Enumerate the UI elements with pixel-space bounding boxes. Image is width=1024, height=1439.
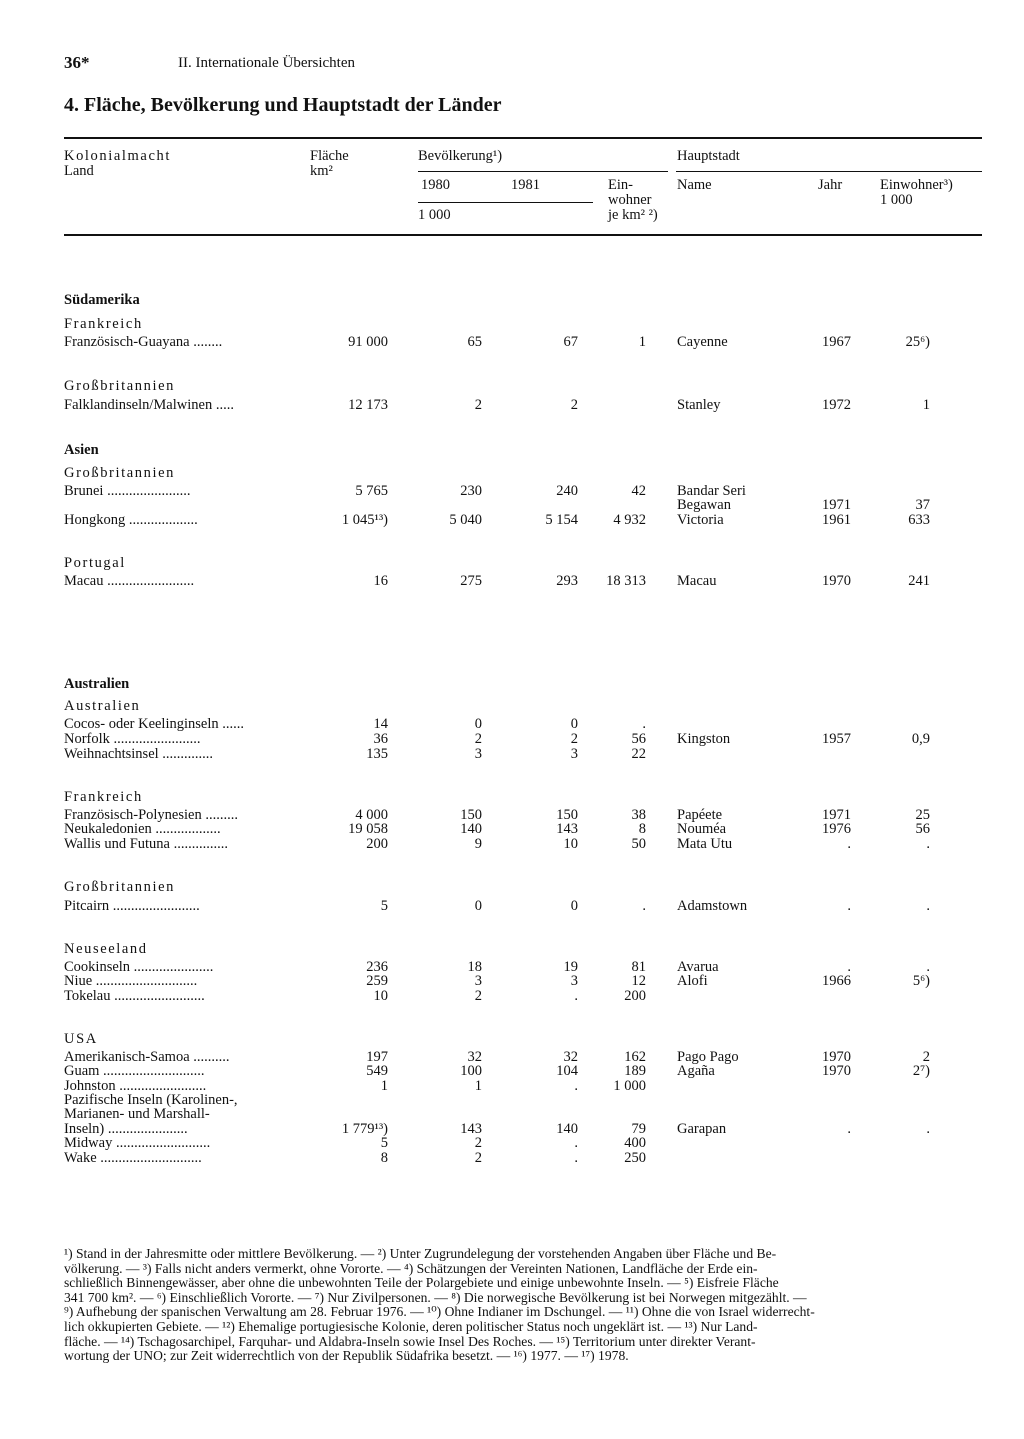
cell-land: Weihnachtsinsel .............. [64,747,214,762]
cell-name: Papéete [677,807,723,823]
cell-dichte: . [642,716,646,732]
cell-b1980: 2 [474,1150,482,1166]
colonial-power-heading: Großbritannien [64,378,175,394]
cell-dichte: 1 000 [613,1078,646,1094]
cell-jahr: 1971 [822,807,851,823]
cell-dichte: 200 [624,988,646,1004]
cell-jahr: 1971 [822,497,851,513]
cell-b1981: 104 [556,1063,578,1079]
cell-dichte: 79 [631,1121,646,1137]
cell-name: Alofi [677,973,708,989]
cell-name: Avarua [677,959,719,975]
cell-flaeche: 236 [366,959,388,975]
cell-flaeche: 91 000 [348,334,388,350]
col-header-name: Name [677,177,712,193]
cell-b1980: 143 [460,1121,482,1137]
cell-flaeche: 36 [373,731,388,747]
cell-land: Niue ............................ [64,974,198,989]
cell-land: Cocos- oder Keelinginseln ...... [64,717,245,732]
colonial-power-heading: Portugal [64,555,126,571]
colonial-power-heading: USA [64,1031,98,1047]
cell-einw: . [926,959,930,975]
footnote-line: lich okkupierten Gebiete. — ¹²) Ehemalige portugiesische Kolonie, deren politischer Status noch ungeklärt ist. — ¹³) Nur Land- [64,1319,758,1334]
cell-dichte: 250 [624,1150,646,1166]
cell-land: Französisch-Guayana ........ [64,335,223,350]
cell-dichte: 22 [631,746,646,762]
col-header-flaeche-unit: km² [310,163,333,179]
cell-flaeche: 10 [373,988,388,1004]
cell-einw: 56 [915,821,930,837]
cell-land: Midway .......................... [64,1136,211,1151]
cell-b1980: 65 [467,334,482,350]
cell-einw: 241 [908,573,930,589]
cell-dichte: 18 313 [606,573,646,589]
col-header-1981: 1981 [511,177,540,193]
cell-einw: . [926,898,930,914]
cell-name: Agaña [677,1063,715,1079]
cell-flaeche: 5 [380,898,388,914]
col-header-hauptstadt: Hauptstadt [677,148,740,164]
cell-land: Amerikanisch-Samoa .......... [64,1050,230,1065]
cell-einw: 25 [915,807,930,823]
cell-flaeche: 19 058 [348,821,388,837]
cell-b1981: 2 [570,731,578,747]
cell-flaeche: 5 765 [355,483,388,499]
col-header-einw-1: Ein- [608,177,633,193]
col-header-flaeche: Fläche [310,148,349,164]
cell-land: Marianen- und Marshall- [64,1107,210,1122]
cell-name: Pago Pago [677,1049,739,1065]
cell-jahr: 1966 [822,973,851,989]
cell-einw: . [926,836,930,852]
col-header-land: Land [64,163,94,179]
cell-land: Französisch-Polynesien ......... [64,808,238,823]
cell-jahr: 1961 [822,512,851,528]
cell-name: Bandar Seri [677,483,746,499]
cell-jahr: 1976 [822,821,851,837]
cell-name: Cayenne [677,334,728,350]
cell-name: Victoria [677,512,724,528]
cell-b1980: 150 [460,807,482,823]
colonial-power-heading: Großbritannien [64,879,175,895]
cell-land: Cookinseln ...................... [64,960,214,975]
footnote-line: ⁹) Aufhebung der spanischen Verwaltung am 28. Februar 1976. — ¹⁰) Ohne Indianer im Dschungel. — ¹¹) Ohne die von Israel widerrecht- [64,1304,815,1320]
cell-land: Inseln) ...................... [64,1122,188,1137]
cell-einw: 2⁷) [912,1063,930,1079]
cell-name: Nouméa [677,821,727,837]
cell-land: Pitcairn ........................ [64,899,200,914]
cell-b1980: 0 [474,716,482,732]
cell-name: Garapan [677,1121,727,1137]
cell-b1981: 3 [570,973,578,989]
cell-einw: 2 [922,1049,930,1065]
cell-name: Kingston [677,731,731,747]
cell-jahr: . [847,1121,851,1137]
cell-land: Falklandinseln/Malwinen ..... [64,398,234,413]
cell-b1980: 32 [467,1049,482,1065]
cell-dichte: 12 [631,973,646,989]
cell-name: Stanley [677,397,721,413]
cell-dichte: 189 [624,1063,646,1079]
cell-jahr: 1957 [822,731,851,747]
cell-flaeche: 200 [366,836,388,852]
cell-einw: 1 [922,397,930,413]
col-header-unit-1000: 1 000 [418,207,451,223]
cell-land: Guam ............................ [64,1064,205,1079]
cell-b1981: 2 [570,397,578,413]
cell-jahr: 1970 [822,1049,851,1065]
cell-einw: . [926,1121,930,1137]
col-header-einw-3: je km² ²) [608,207,658,223]
header-rule-unit [418,202,593,203]
cell-einw: 25⁶) [905,334,930,350]
cell-land: Pazifische Inseln (Karolinen-, [64,1093,238,1108]
cell-jahr: 1970 [822,1063,851,1079]
cell-land: Tokelau ......................... [64,989,205,1004]
cell-dichte: 162 [624,1049,646,1065]
cell-b1981: 5 154 [545,512,578,528]
cell-land: Neukaledonien .................. [64,822,221,837]
footnote-line: wortung der UNO; zur Zeit widerrechtlich von der Republik Südafrika besetzt. — ¹⁶) 1977. — ¹⁷) 1978. [64,1348,629,1364]
cell-land: Norfolk ........................ [64,732,201,747]
cell-b1980: 1 [474,1078,482,1094]
cell-b1981: 0 [570,716,578,732]
cell-dichte: 50 [631,836,646,852]
cell-b1981: . [574,1135,578,1151]
cell-name: Macau [677,573,717,589]
region-heading: Südamerika [64,292,140,308]
cell-b1981: 143 [556,821,578,837]
cell-b1981: 67 [563,334,578,350]
cell-b1981: 10 [563,836,578,852]
region-heading: Asien [64,442,99,458]
cell-b1980: 5 040 [449,512,482,528]
header-rule-bev [418,171,668,172]
cell-dichte: 4 932 [613,512,646,528]
cell-b1981: 293 [556,573,578,589]
cell-b1981: . [574,1078,578,1094]
cell-land: Johnston ........................ [64,1079,207,1094]
cell-dichte: 56 [631,731,646,747]
cell-b1980: 100 [460,1063,482,1079]
col-header-jahr: Jahr [818,177,843,193]
page-number: 36* [64,53,90,72]
cell-dichte: 1 [638,334,646,350]
col-header-einw-2: wohner [608,192,652,208]
cell-b1980: 9 [474,836,482,852]
cell-b1980: 3 [474,746,482,762]
cell-b1981: 140 [556,1121,578,1137]
cell-jahr: . [847,898,851,914]
cell-einw: 37 [915,497,930,513]
cell-b1980: 275 [460,573,482,589]
cell-flaeche: 197 [366,1049,388,1065]
cell-flaeche: 1 045¹³) [341,512,388,528]
footnote-line: völkerung. — ³) Falls nicht anders vermerkt, ohne Vororte. — ⁴) Schätzungen der Vereinten Nationen, Landfläche der Erde ein- [64,1260,758,1276]
colonial-power-heading: Frankreich [64,789,143,805]
cell-b1980: 2 [474,731,482,747]
cell-b1980: 2 [474,1135,482,1151]
cell-b1981: 3 [570,746,578,762]
cell-b1981: 32 [563,1049,578,1065]
cell-b1980: 2 [474,397,482,413]
colonial-power-heading: Frankreich [64,316,143,332]
cell-flaeche: 16 [373,573,388,589]
cell-flaeche: 8 [380,1150,388,1166]
header-rule-bottom [64,234,982,236]
cell-jahr: 1967 [822,334,851,350]
cell-b1981: 150 [556,807,578,823]
cell-b1980: 18 [467,959,482,975]
cell-land: Hongkong ................... [64,513,198,528]
cell-name: Mata Utu [677,836,733,852]
cell-land: Wallis und Futuna ............... [64,837,228,852]
cell-einw: 633 [908,512,930,528]
cell-jahr: . [847,959,851,975]
cell-einw: 0,9 [911,731,930,747]
cell-dichte: 42 [631,483,646,499]
col-header-bevoelkerung: Bevölkerung¹) [418,148,503,164]
cell-flaeche: 1 [380,1078,388,1094]
cell-flaeche: 1 779¹³) [341,1121,388,1137]
cell-land: Brunei ....................... [64,484,191,499]
col-header-kolonialmacht: Kolonialmacht [64,148,171,164]
colonial-power-heading: Großbritannien [64,465,175,481]
cell-b1980: 140 [460,821,482,837]
cell-b1981: 19 [563,959,578,975]
cell-b1981: . [574,988,578,1004]
cell-jahr: 1972 [822,397,851,413]
cell-flaeche: 14 [373,716,388,732]
cell-name: Adamstown [677,898,748,914]
region-heading: Australien [64,676,130,692]
page-title: 4. Fläche, Bevölkerung und Hauptstadt der Länder [64,94,502,116]
cell-dichte: 8 [638,821,646,837]
cell-flaeche: 12 173 [348,397,388,413]
cell-dichte: 81 [631,959,646,975]
footnote-line: 341 700 km². — ⁶) Einschließlich Vororte. — ⁷) Nur Zivilpersonen. — ⁸) Die norwegische Bevölkerung ist bei Norwegen mitgezählt. — [64,1289,807,1305]
cell-dichte: . [642,898,646,914]
cell-b1981: 240 [556,483,578,499]
section-title: II. Internationale Übersichten [178,55,356,71]
cell-land: Wake ............................ [64,1151,202,1166]
header-rule-top [64,137,982,139]
cell-einw: 5⁶) [912,973,930,989]
cell-dichte: 400 [624,1135,646,1151]
col-header-einwohner: Einwohner³) [880,177,953,193]
col-header-1980: 1980 [421,177,450,193]
cell-flaeche: 5 [380,1135,388,1151]
cell-flaeche: 259 [366,973,388,989]
col-header-einwohner-unit: 1 000 [880,192,913,208]
cell-name: Begawan [677,497,731,513]
cell-dichte: 38 [631,807,646,823]
cell-land: Macau ........................ [64,574,195,589]
footnote-line: schließlich Binnengewässer, aber ohne die unbewohnten Teile der Polargebiete und einige unbewohnte Inseln. — ⁵) Eisfreie Fläche [64,1275,779,1291]
footnote-line: fläche. — ¹⁴) Tschagosarchipel, Farquhar- und Aldabra-Inseln sowie Insel Des Roches. — ¹⁵) Territorium unter direkter Verant- [64,1333,756,1349]
cell-b1980: 3 [474,973,482,989]
cell-b1980: 0 [474,898,482,914]
cell-b1980: 2 [474,988,482,1004]
cell-b1981: 0 [570,898,578,914]
cell-flaeche: 4 000 [355,807,388,823]
colonial-power-heading: Australien [64,698,141,714]
footnote-line: ¹) Stand in der Jahresmitte oder mittlere Bevölkerung. — ²) Unter Zugrundelegung der vorstehenden Angaben über Fläche und Be- [64,1246,777,1261]
cell-jahr: 1970 [822,573,851,589]
colonial-power-heading: Neuseeland [64,941,148,957]
cell-b1981: . [574,1150,578,1166]
cell-flaeche: 135 [366,746,388,762]
cell-b1980: 230 [460,483,482,499]
cell-jahr: . [847,836,851,852]
cell-flaeche: 549 [366,1063,388,1079]
header-rule-haupt [676,171,982,172]
